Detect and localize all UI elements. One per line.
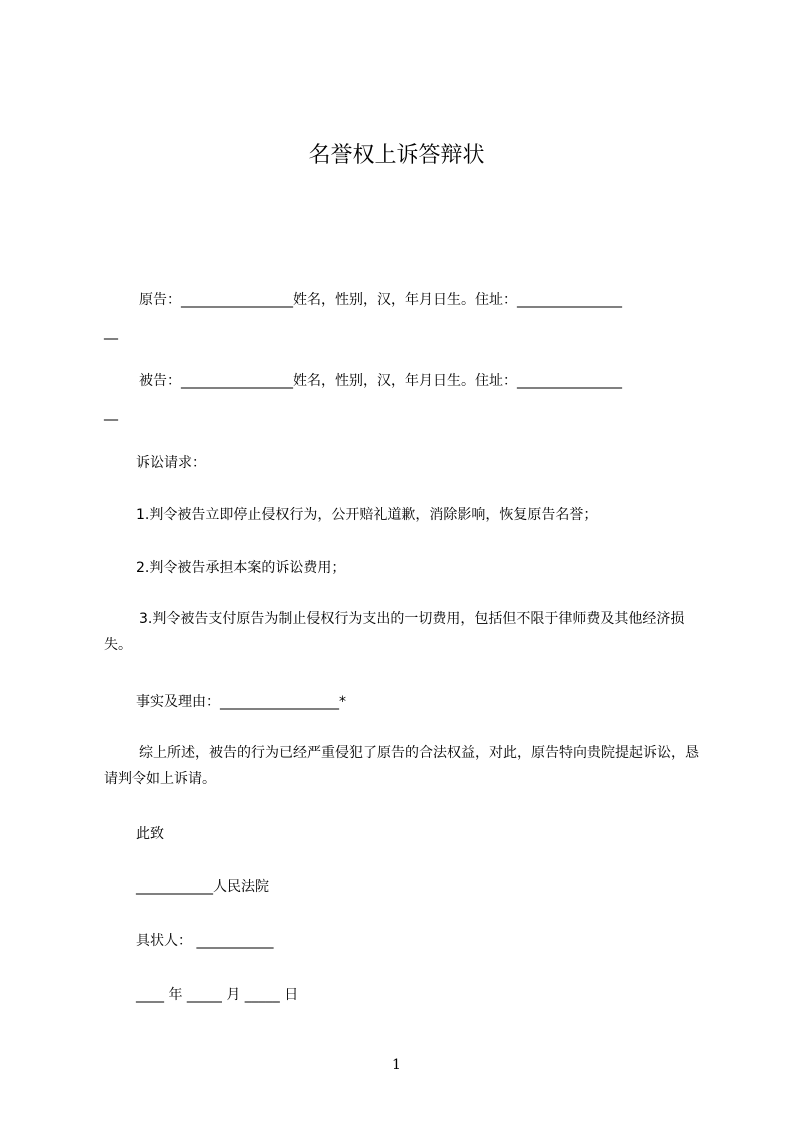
date-line: ____ 年 _____ 月 _____ 日 [136, 987, 299, 1003]
document-title: 名誉权上诉答辩状 [308, 143, 485, 168]
signer-line: 具状人： ___________ [136, 933, 274, 949]
defendant-line-continuation: __ [104, 405, 118, 421]
defendant-line: 被告：________________姓名，性别，汉，年月日生。住址：_______________ [139, 373, 622, 389]
claims-heading: 诉讼请求： [136, 455, 206, 471]
claim-item-2: 2.判令被告承担本案的诉讼费用； [136, 560, 346, 576]
claim-item-1: 1.判令被告立即停止侵权行为，公开赔礼道歉，消除影响，恢复原告名誉； [136, 507, 598, 523]
plaintiff-line-continuation: __ [104, 324, 118, 340]
court-line: ___________人民法院 [136, 879, 269, 895]
plaintiff-line: 原告：________________姓名，性别，汉，年月日生。住址：_______________ [139, 292, 622, 308]
page-number: 1 [392, 1057, 401, 1073]
facts-and-reasons: 事实及理由：_________________* [136, 694, 346, 710]
claim-item-3: 3.判令被告支付原告为制止侵权行为支出的一切费用，包括但不限于律师费及其他经济损失。 [104, 611, 685, 653]
closing-salutation: 此致 [136, 826, 164, 842]
conclusion-paragraph: 综上所述，被告的行为已经严重侵犯了原告的合法权益，对此，原告特向贵院提起诉讼，恳请判令如上诉请。 [104, 745, 699, 787]
